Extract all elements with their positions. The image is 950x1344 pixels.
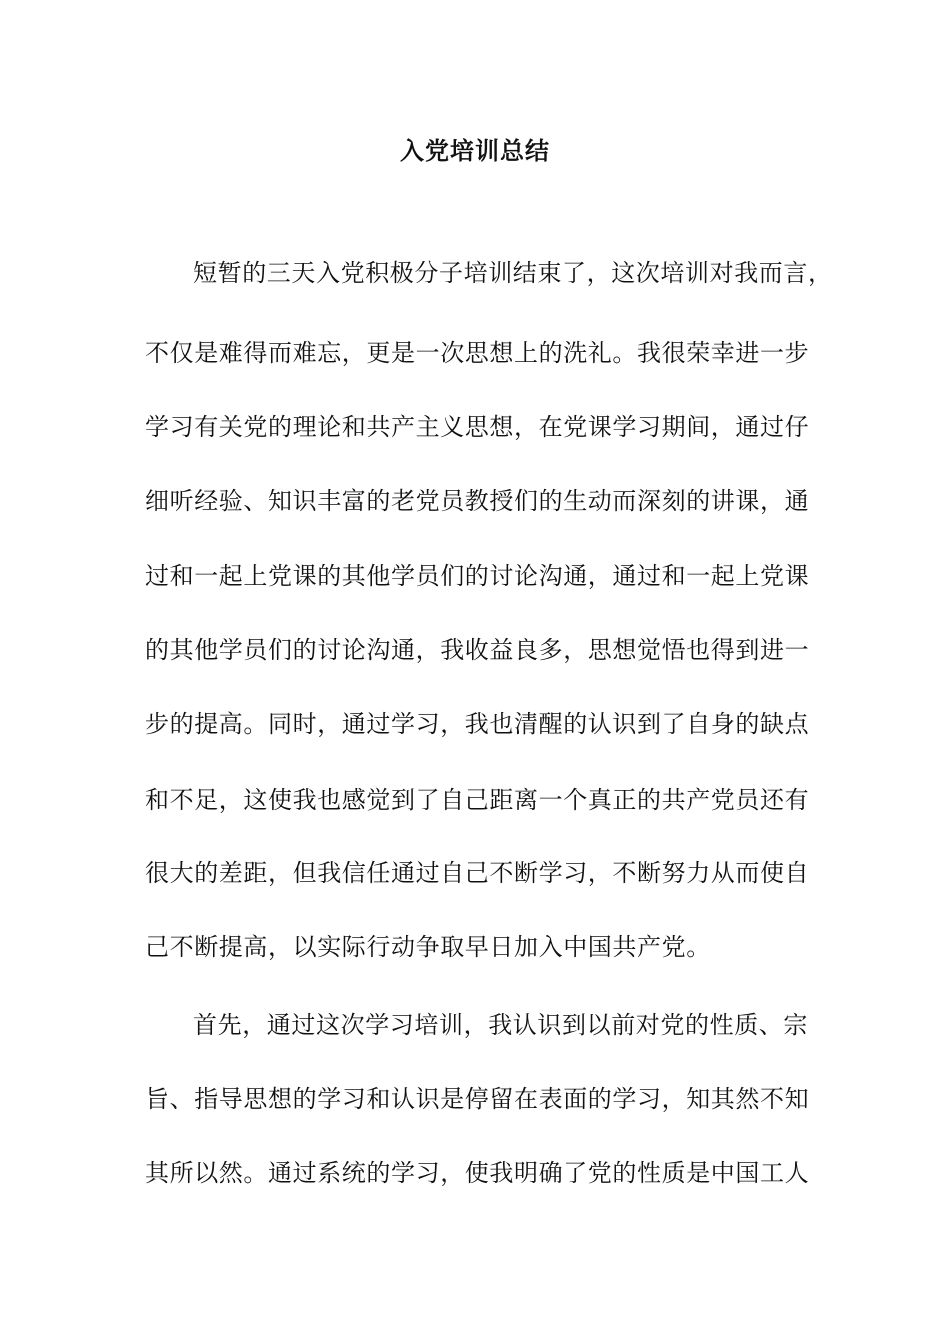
paragraph-1-line-8: 和不足，这使我也感觉到了自己距离一个真正的共产党员还有	[145, 786, 810, 814]
document-title: 入党培训总结	[400, 136, 550, 165]
paragraph-2-line-3: 其所以然。通过系统的学习，使我明确了党的性质是中国工人	[145, 1159, 810, 1187]
paragraph-2-line-1: 首先，通过这次学习培训，我认识到以前对党的性质、宗	[193, 1011, 808, 1039]
paragraph-2-line-2: 旨、指导思想的学习和认识是停留在表面的学习，知其然不知	[145, 1085, 810, 1113]
paragraph-1-line-9: 很大的差距，但我信任通过自己不断学习，不断努力从而使自	[145, 859, 810, 887]
paragraph-1-line-5: 过和一起上党课的其他学员们的讨论沟通，通过和一起上党课	[145, 562, 810, 590]
paragraph-1-line-10: 己不断提高，以实际行动争取早日加入中国共产党。	[145, 933, 711, 961]
paragraph-1-line-1: 短暂的三天入党积极分子培训结束了，这次培训对我而言，	[193, 259, 833, 287]
paragraph-1-line-3: 学习有关党的理论和共产主义思想，在党课学习期间，通过仔	[145, 413, 810, 441]
paragraph-1-line-4: 细听经验、知识丰富的老党员教授们的生动而深刻的讲课，通	[145, 487, 810, 515]
paragraph-1-line-7: 步的提高。同时，通过学习，我也清醒的认识到了自身的缺点	[145, 710, 810, 738]
paragraph-1-line-6: 的其他学员们的讨论沟通，我收益良多，思想觉悟也得到进一	[145, 636, 810, 664]
paragraph-1-line-2: 不仅是难得而难忘，更是一次思想上的洗礼。我很荣幸进一步	[145, 339, 810, 367]
